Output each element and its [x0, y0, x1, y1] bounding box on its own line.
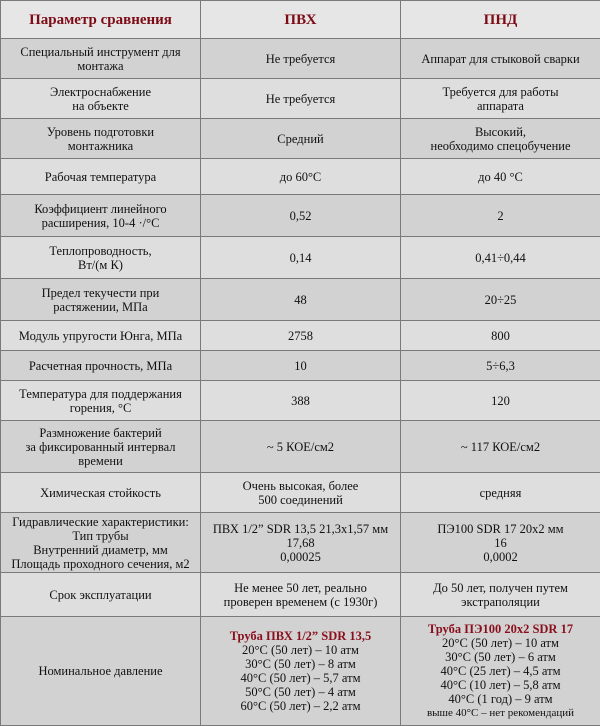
- cell-line: Расчетная прочность, МПа: [5, 359, 196, 373]
- cell-pnd: [401, 573, 600, 617]
- cell-line: 2758: [205, 329, 396, 343]
- cell-param: [1, 473, 201, 513]
- cell-line: Гидравлические характеристики:: [5, 515, 196, 529]
- cell-line: 20÷25: [405, 293, 596, 307]
- cell-line: Требуется для работы: [405, 85, 596, 99]
- cell-line: до 40 °С: [405, 170, 596, 184]
- cell-line: Не менее 50 лет, реально: [205, 581, 396, 595]
- cell-line: Высокий,: [405, 125, 596, 139]
- cell-line: Уровень подготовки: [5, 125, 196, 139]
- cell-line: 800: [405, 329, 596, 343]
- table-row: [1, 617, 600, 726]
- cell-line: Теплопроводность,: [5, 244, 196, 258]
- cell-pvh: [201, 79, 401, 119]
- cell-pvh: [201, 237, 401, 279]
- cell-line: средняя: [405, 486, 596, 500]
- cell-param: [1, 381, 201, 421]
- cell-param: [1, 159, 201, 195]
- cell-pnd: [401, 381, 600, 421]
- cell-line: 48: [205, 293, 396, 307]
- cell-line: экстраполяции: [405, 595, 596, 609]
- cell-line: Модуль упругости Юнга, МПа: [5, 329, 196, 343]
- cell-line: проверен временем (с 1930г): [205, 595, 396, 609]
- cell-pvh: [201, 351, 401, 381]
- cell-pvh: [201, 159, 401, 195]
- cell-param: [1, 617, 201, 726]
- cell-param: [1, 321, 201, 351]
- cell-pvh: [201, 321, 401, 351]
- cell-line: Труба ПВХ 1/2” SDR 13,5: [205, 629, 396, 643]
- cell-line: Внутренний диаметр, мм: [5, 543, 196, 557]
- cell-line: 20°С (50 лет) – 10 атм: [205, 643, 396, 657]
- cell-line: за фиксированный интервал: [5, 440, 196, 454]
- cell-line: 10: [205, 359, 396, 373]
- cell-line: Срок эксплуатации: [5, 588, 196, 602]
- cell-line: 0,0002: [405, 550, 596, 564]
- header-row: [1, 1, 600, 39]
- table-row: [1, 39, 600, 79]
- header-pvh: ПВХ: [201, 1, 401, 39]
- table-row: [1, 381, 600, 421]
- cell-pnd: [401, 473, 600, 513]
- cell-line: 40°С (25 лет) – 4,5 атм: [405, 664, 596, 678]
- header-param: Параметр сравнения: [1, 1, 201, 39]
- table-body: [1, 39, 600, 726]
- cell-line: Электроснабжение: [5, 85, 196, 99]
- cell-pnd: [401, 119, 600, 159]
- cell-line: Рабочая температура: [5, 170, 196, 184]
- cell-pvh: [201, 473, 401, 513]
- cell-line: ~ 117 КОЕ/см2: [405, 440, 596, 454]
- cell-pnd: [401, 195, 600, 237]
- cell-pvh: [201, 421, 401, 473]
- header-pnd: ПНД: [401, 1, 600, 39]
- table-row: [1, 159, 600, 195]
- cell-line: аппарата: [405, 99, 596, 113]
- cell-line: ~ 5 КОЕ/см2: [205, 440, 396, 454]
- cell-pvh: [201, 381, 401, 421]
- cell-line: Химическая стойкость: [5, 486, 196, 500]
- cell-line: монтажника: [5, 139, 196, 153]
- cell-line: Не требуется: [205, 52, 396, 66]
- cell-line: 0,52: [205, 209, 396, 223]
- cell-line: 20°С (50 лет) – 10 атм: [405, 636, 596, 650]
- cell-line: 40°С (50 лет) – 5,7 атм: [205, 671, 396, 685]
- cell-line: монтажа: [5, 59, 196, 73]
- cell-line: 388: [205, 394, 396, 408]
- cell-param: [1, 279, 201, 321]
- cell-pnd: [401, 617, 600, 726]
- cell-pnd: [401, 237, 600, 279]
- cell-line: 0,00025: [205, 550, 396, 564]
- cell-line: Аппарат для стыковой сварки: [405, 52, 596, 66]
- cell-pnd: [401, 79, 600, 119]
- table-row: [1, 195, 600, 237]
- cell-line: 0,41÷0,44: [405, 251, 596, 265]
- cell-line: 2: [405, 209, 596, 223]
- cell-param: [1, 119, 201, 159]
- cell-line: 16: [405, 536, 596, 550]
- cell-line: 500 соединений: [205, 493, 396, 507]
- table-row: [1, 321, 600, 351]
- cell-pvh: [201, 279, 401, 321]
- cell-line: 0,14: [205, 251, 396, 265]
- cell-line: ПВХ 1/2” SDR 13,5 21,3х1,57 мм: [205, 522, 396, 536]
- cell-param: [1, 513, 201, 573]
- cell-pvh: [201, 513, 401, 573]
- table-row: [1, 573, 600, 617]
- cell-param: [1, 195, 201, 237]
- cell-line: 60°С (50 лет) – 2,2 атм: [205, 699, 396, 713]
- cell-pvh: [201, 617, 401, 726]
- cell-line: Площадь проходного сечения, м2: [5, 557, 196, 571]
- cell-line: 30°С (50 лет) – 6 атм: [405, 650, 596, 664]
- cell-line: расширения, 10-4 ·/°С: [5, 216, 196, 230]
- cell-line: ПЭ100 SDR 17 20х2 мм: [405, 522, 596, 536]
- cell-line: Не требуется: [205, 92, 396, 106]
- cell-line: до 60°С: [205, 170, 396, 184]
- cell-line: 50°С (50 лет) – 4 атм: [205, 685, 396, 699]
- cell-param: [1, 237, 201, 279]
- cell-pnd: [401, 159, 600, 195]
- table-row: [1, 237, 600, 279]
- cell-line: Тип трубы: [5, 529, 196, 543]
- cell-line: Очень высокая, более: [205, 479, 396, 493]
- cell-line: необходимо спецобучение: [405, 139, 596, 153]
- table-row: [1, 513, 600, 573]
- cell-line: Труба ПЭ100 20х2 SDR 17: [405, 622, 596, 636]
- cell-line: выше 40°С – нет рекомендаций: [405, 706, 596, 720]
- cell-line: Температура для поддержания: [5, 387, 196, 401]
- table-row: [1, 421, 600, 473]
- cell-pvh: [201, 119, 401, 159]
- cell-pnd: [401, 351, 600, 381]
- cell-line: Вт/(м К): [5, 258, 196, 272]
- cell-line: 40°С (10 лет) – 5,8 атм: [405, 678, 596, 692]
- cell-line: Специальный инструмент для: [5, 45, 196, 59]
- cell-param: [1, 573, 201, 617]
- cell-line: 5÷6,3: [405, 359, 596, 373]
- cell-pvh: [201, 39, 401, 79]
- cell-pvh: [201, 573, 401, 617]
- cell-pnd: [401, 279, 600, 321]
- table-row: [1, 279, 600, 321]
- cell-line: 120: [405, 394, 596, 408]
- cell-line: 30°С (50 лет) – 8 атм: [205, 657, 396, 671]
- cell-line: 17,68: [205, 536, 396, 550]
- cell-line: горения, °С: [5, 401, 196, 415]
- cell-line: Размножение бактерий: [5, 426, 196, 440]
- cell-pnd: [401, 513, 600, 573]
- cell-line: До 50 лет, получен путем: [405, 581, 596, 595]
- cell-pnd: [401, 321, 600, 351]
- cell-line: на объекте: [5, 99, 196, 113]
- cell-line: Средний: [205, 132, 396, 146]
- cell-line: времени: [5, 454, 196, 468]
- cell-param: [1, 421, 201, 473]
- cell-param: [1, 79, 201, 119]
- table-row: [1, 119, 600, 159]
- cell-line: Коэффициент линейного: [5, 202, 196, 216]
- cell-line: Предел текучести при: [5, 286, 196, 300]
- cell-pvh: [201, 195, 401, 237]
- cell-pnd: [401, 39, 600, 79]
- table-row: [1, 351, 600, 381]
- cell-param: [1, 39, 201, 79]
- table-row: [1, 79, 600, 119]
- cell-param: [1, 351, 201, 381]
- cell-line: 40°С (1 год) – 9 атм: [405, 692, 596, 706]
- cell-line: Номинальное давление: [5, 664, 196, 678]
- table-row: [1, 473, 600, 513]
- cell-line: растяжении, МПа: [5, 300, 196, 314]
- cell-pnd: [401, 421, 600, 473]
